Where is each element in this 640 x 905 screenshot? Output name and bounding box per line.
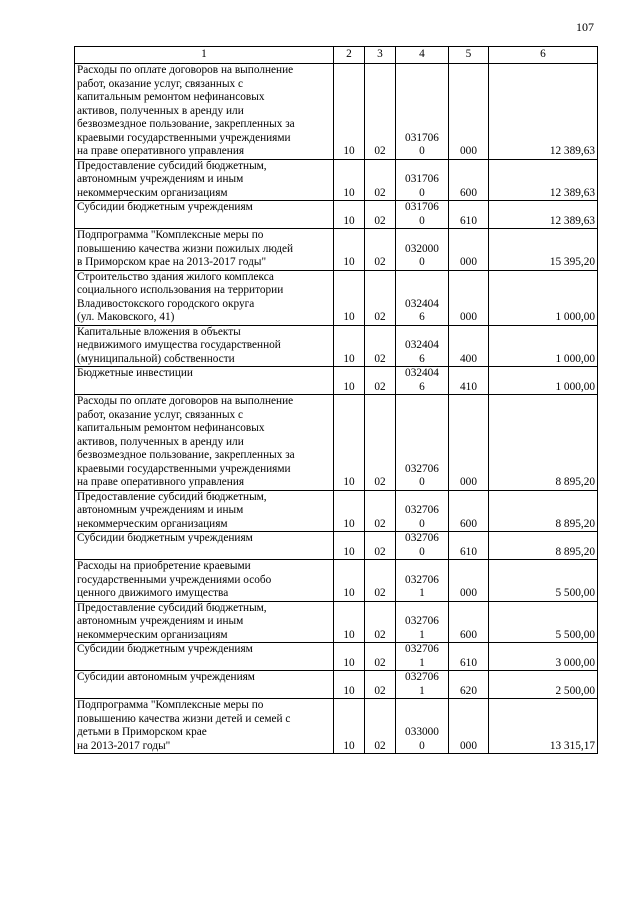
row-name-cell: Субсидии бюджетным учреждениям [75, 643, 334, 671]
header-cell: 6 [489, 47, 598, 64]
table-row [75, 671, 598, 699]
expense-type-cell: 000 [449, 560, 489, 602]
expense-type-cell: 600 [449, 601, 489, 643]
amount-cell: 2 500,00 [489, 671, 598, 699]
target-code-cell: 032404 6 [396, 270, 449, 325]
table-row [75, 229, 598, 271]
target-code-cell: 032706 1 [396, 671, 449, 699]
table-row [75, 270, 598, 325]
amount-cell: 3 000,00 [489, 643, 598, 671]
row-name-cell: Предоставление субсидий бюджетным, автономным учреждениям и иным некоммерческим организациям [75, 490, 334, 532]
table-row [75, 532, 598, 560]
subsection-cell: 02 [365, 601, 396, 643]
expense-type-cell: 000 [449, 270, 489, 325]
target-code-cell: 032706 1 [396, 643, 449, 671]
section-cell: 10 [334, 643, 365, 671]
target-code-cell: 032000 0 [396, 229, 449, 271]
header-cell: 4 [396, 47, 449, 64]
row-name-cell: Расходы по оплате договоров на выполнение работ, оказание услуг, связанных с капитальным ремонтом нефинансовых активов, полученных в аренду или безвозмездное пользование, закрепленных за краевыми государственными учреждениями на праве оперативного управления [75, 395, 334, 491]
subsection-cell: 02 [365, 229, 396, 271]
row-name-cell: Субсидии бюджетным учреждениям [75, 532, 334, 560]
expense-type-cell: 000 [449, 64, 489, 160]
expense-type-cell: 610 [449, 643, 489, 671]
target-code-cell: 032404 6 [396, 367, 449, 395]
amount-cell: 12 389,63 [489, 201, 598, 229]
budget-table [74, 46, 598, 754]
section-cell: 10 [334, 490, 365, 532]
expense-type-cell: 610 [449, 532, 489, 560]
table-row [75, 325, 598, 367]
table-row [75, 395, 598, 491]
subsection-cell: 02 [365, 699, 396, 754]
subsection-cell: 02 [365, 325, 396, 367]
amount-cell: 5 500,00 [489, 560, 598, 602]
subsection-cell: 02 [365, 201, 396, 229]
expense-type-cell: 410 [449, 367, 489, 395]
section-cell: 10 [334, 159, 365, 201]
header-cell: 2 [334, 47, 365, 64]
table-row [75, 699, 598, 754]
expense-type-cell: 400 [449, 325, 489, 367]
subsection-cell: 02 [365, 270, 396, 325]
subsection-cell: 02 [365, 64, 396, 160]
section-cell: 10 [334, 560, 365, 602]
subsection-cell: 02 [365, 159, 396, 201]
target-code-cell: 032706 1 [396, 560, 449, 602]
expense-type-cell: 600 [449, 159, 489, 201]
expense-type-cell: 620 [449, 671, 489, 699]
header-cell: 5 [449, 47, 489, 64]
row-name-cell: Предоставление субсидий бюджетным, автономным учреждениям и иным некоммерческим организациям [75, 159, 334, 201]
amount-cell: 8 895,20 [489, 395, 598, 491]
row-name-cell: Расходы на приобретение краевыми государственными учреждениями особо ценного движимого имущества [75, 560, 334, 602]
row-name-cell: Капитальные вложения в объекты недвижимого имущества государственной (муниципальной) собственности [75, 325, 334, 367]
section-cell: 10 [334, 367, 365, 395]
amount-cell: 8 895,20 [489, 532, 598, 560]
section-cell: 10 [334, 532, 365, 560]
row-name-cell: Субсидии автономным учреждениям [75, 671, 334, 699]
amount-cell: 12 389,63 [489, 159, 598, 201]
target-code-cell: 031706 0 [396, 64, 449, 160]
amount-cell: 8 895,20 [489, 490, 598, 532]
row-name-cell: Расходы по оплате договоров на выполнение работ, оказание услуг, связанных с капитальным ремонтом нефинансовых активов, полученных в аренду или безвозмездное пользование, закрепленных за краевыми государственными учреждениями на праве оперативного управления [75, 64, 334, 160]
table-row [75, 490, 598, 532]
expense-type-cell: 000 [449, 395, 489, 491]
table-row [75, 643, 598, 671]
target-code-cell: 032706 0 [396, 490, 449, 532]
subsection-cell: 02 [365, 367, 396, 395]
amount-cell: 5 500,00 [489, 601, 598, 643]
amount-cell: 1 000,00 [489, 270, 598, 325]
section-cell: 10 [334, 699, 365, 754]
expense-type-cell: 000 [449, 699, 489, 754]
target-code-cell: 032404 6 [396, 325, 449, 367]
row-name-cell: Предоставление субсидий бюджетным, автономным учреждениям и иным некоммерческим организациям [75, 601, 334, 643]
amount-cell: 1 000,00 [489, 325, 598, 367]
amount-cell: 12 389,63 [489, 64, 598, 160]
section-cell: 10 [334, 229, 365, 271]
row-name-cell: Субсидии бюджетным учреждениям [75, 201, 334, 229]
target-code-cell: 032706 0 [396, 395, 449, 491]
expense-type-cell: 610 [449, 201, 489, 229]
expense-type-cell: 600 [449, 490, 489, 532]
section-cell: 10 [334, 325, 365, 367]
table-row [75, 601, 598, 643]
table-row [75, 64, 598, 160]
subsection-cell: 02 [365, 560, 396, 602]
amount-cell: 13 315,17 [489, 699, 598, 754]
subsection-cell: 02 [365, 395, 396, 491]
section-cell: 10 [334, 270, 365, 325]
target-code-cell: 032706 0 [396, 532, 449, 560]
page-number: 107 [576, 20, 594, 34]
table-row [75, 367, 598, 395]
target-code-cell: 031706 0 [396, 201, 449, 229]
target-code-cell: 031706 0 [396, 159, 449, 201]
table-header-row [75, 47, 598, 64]
section-cell: 10 [334, 601, 365, 643]
amount-cell: 1 000,00 [489, 367, 598, 395]
subsection-cell: 02 [365, 643, 396, 671]
target-code-cell: 033000 0 [396, 699, 449, 754]
header-cell: 1 [75, 47, 334, 64]
table-row [75, 159, 598, 201]
row-name-cell: Подпрограмма "Комплексные меры по повышению качества жизни детей и семей с детьми в Приморском крае на 2013-2017 годы" [75, 699, 334, 754]
table-row [75, 201, 598, 229]
header-cell: 3 [365, 47, 396, 64]
row-name-cell: Подпрограмма "Комплексные меры по повышению качества жизни пожилых людей в Приморском крае на 2013-2017 годы" [75, 229, 334, 271]
section-cell: 10 [334, 395, 365, 491]
row-name-cell: Строительство здания жилого комплекса социального использования на территории Владивостокского городского округа (ул. Маковского, 41) [75, 270, 334, 325]
section-cell: 10 [334, 671, 365, 699]
target-code-cell: 032706 1 [396, 601, 449, 643]
row-name-cell: Бюджетные инвестиции [75, 367, 334, 395]
amount-cell: 15 395,20 [489, 229, 598, 271]
subsection-cell: 02 [365, 671, 396, 699]
table-row [75, 560, 598, 602]
subsection-cell: 02 [365, 490, 396, 532]
expense-type-cell: 000 [449, 229, 489, 271]
section-cell: 10 [334, 64, 365, 160]
subsection-cell: 02 [365, 532, 396, 560]
section-cell: 10 [334, 201, 365, 229]
